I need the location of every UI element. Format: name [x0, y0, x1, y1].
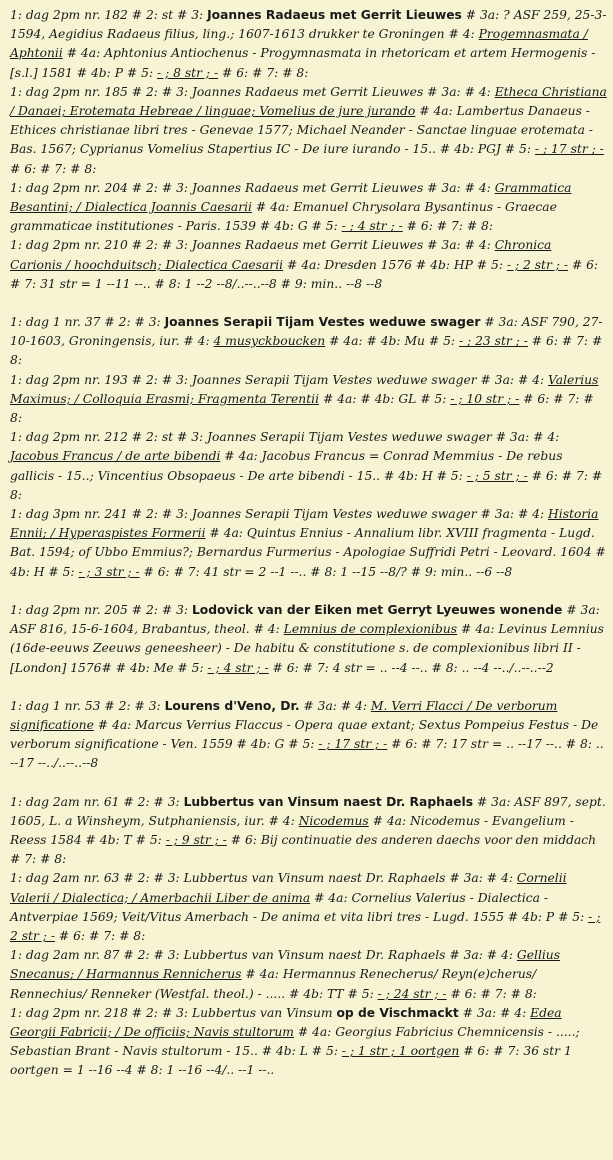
entry-text: # 4a: Nicodemus - Evangelium - Reess 1584 # 4b: T # 5: [10, 813, 574, 847]
entry-text: # 4a: Jacobus Francus = Conrad Memmius - De rebus gallicis - 15..; Vincentius Obsopaeus - De arte bibendi - 15.. # 4b: H # 5: [10, 449, 563, 483]
entry-group [10, 697, 607, 774]
book-title: - ; 2 str ; - [10, 909, 601, 943]
entry-text: # 6: # 7: 36 str 1 oortgen = 1 --16 --4 # 8: 1 --16 --4/.. --1 --.. [10, 1044, 572, 1078]
entry-text: 1: dag 2pm nr. 212 # 2: st # 3: Joannes Serapii Tijam Vestes weduwe swager # 3a: # 4: [10, 430, 560, 445]
entry-text: # 4a: Levinus Lemnius (16de-eeuws Zeeuws geneesheer) - De habitu & constitutione s. de complexionibus libri II - [London] 1576# # 4b: Me # 5: [10, 622, 604, 675]
book-title: Valerius Maximus; / Colloquia Erasmi; Fragmenta Terentii [10, 372, 599, 406]
entry-text: # 6: # 7: # 8: [54, 928, 146, 943]
owner-name: Joannes Serapii Tijam Vestes weduwe swager [164, 315, 481, 330]
book-title: Historia Ennii; / Hyperaspistes Formerii [10, 507, 599, 541]
entry-text: # 4a: Hermannus Renecherus/ Reyn(e)cherus/ Rennechius/ Renneker (Westfal. theol.) - ..... # 4b: TT # 5: [10, 967, 537, 1001]
book-title: - ; 17 str ; - [318, 737, 388, 752]
catalog-entry [10, 236, 607, 294]
entry-text: # 6: # 7: # 8: [10, 161, 97, 176]
entry-text: # 6: # 7: 4 str = .. --4 --.. # 8: .. --4 --../..--..--2 [268, 660, 554, 675]
owner-name: Joannes Radaeus met Gerrit Lieuwes [207, 8, 462, 22]
book-title: Etheca Christiana / Danaei; Erotemata Hebreae / linguae; Vomelius de jure jurando [10, 84, 607, 119]
entry-text: # 4a: Marcus Verrius Flaccus - Opera quae extant; Sextus Pompeius Festus - De verborum significatione - Ven. 1559 # 4b: G # 5: [10, 717, 599, 752]
entry-text: # 4a: # 4b: Mu # 5: [325, 334, 459, 349]
book-title: M. Verri Flacci / De verborum significatione [10, 698, 558, 732]
entry-text: # 6: # 7: # 8: [402, 219, 494, 234]
entry-text: 1: dag 2am nr. 61 # 2: # 3: [10, 794, 184, 809]
book-title: - ; 24 str ; - [377, 986, 447, 1001]
catalog-entry [10, 697, 607, 774]
book-title: 4 musyckboucken [213, 334, 326, 349]
book-title: - ; 23 str ; - [458, 334, 528, 349]
entry-text: # 6: # 7: 31 str = 1 --11 --.. # 8: 1 --2 --8/..--..--8 # 9: min.. --8 --8 [10, 257, 599, 291]
catalog-entry [10, 505, 607, 582]
owner-name: Lodovick van der Eiken met Gerryt Lyeuwes wonende [191, 602, 563, 617]
entry-text: 1: dag 1 nr. 53 # 2: # 3: [10, 698, 165, 713]
entry-text: # 6: # 7: # 8: [10, 468, 603, 502]
entry-text: 1: dag 1 nr. 37 # 2: # 3: [10, 315, 165, 330]
entry-text: # 4a: # 4b: GL # 5: [319, 391, 451, 406]
entry-text: 1: dag 2pm nr. 205 # 2: # 3: [10, 602, 192, 617]
entry-text: # 4a: Dresden 1576 # 4b: HP # 5: [283, 257, 507, 272]
entry-text: # 6: # 7: # 8: [446, 986, 537, 1001]
entry-group [10, 6, 607, 294]
catalog-entry [10, 601, 607, 678]
entry-text: 1: dag 2am nr. 87 # 2: # 3: Lubbertus van Vinsum naest Dr. Raphaels # 3a: # 4: [10, 948, 517, 963]
entry-text: 1: dag 2pm nr. 193 # 2: # 3: Joannes Serapii Tijam Vestes weduwe swager # 3a: # 4: [10, 372, 549, 387]
catalog-entry [10, 371, 607, 429]
book-title: Chronica Carionis / hoochduitsch; Dialectica Caesarii [10, 238, 552, 272]
catalog-entry [10, 179, 607, 237]
catalog-entry [10, 83, 607, 179]
entry-text: # 3a: ASF 816, 15-6-1604, Brabantus, theol. # 4: [10, 602, 600, 637]
owner-name: Lourens d'Veno, Dr. [164, 698, 300, 713]
book-title: - ; 17 str ; - [534, 142, 604, 157]
entry-group [10, 793, 607, 1081]
entry-text: # 4a: Emanuel Chrysolara Bysantinus - Graecae grammaticae institutiones - Paris. 1539 # 4b: G # 5: [10, 200, 557, 234]
entry-text: # 4a: Cornelius Valerius - Dialectica - Antverpiae 1569; Veit/Vitus Amerbach - De anima et vita libri tres - Lugd. 1555 # 4b: P # 5: [10, 890, 589, 924]
book-title: - ; 9 str ; - [165, 832, 227, 847]
catalog-entry [10, 869, 607, 946]
entry-text: # 4a: Lambertus Danaeus - Ethices christianae libri tres - Genevae 1577; Michael Neander - Sanctae linguae erotemata - Bas. 1567; Cyprianus Vomelius Stapertius IC - De iure iurando - 15.. # 4b: PGJ # 5: [10, 104, 593, 157]
entry-text: # 3a: # 4: [458, 1005, 531, 1020]
entry-group [10, 313, 607, 582]
catalog-entry [10, 793, 607, 870]
catalog-entry [10, 1004, 607, 1081]
entry-text: # 6: Bij continuatie des anderen daechs voor den middach # 7: # 8: [10, 832, 597, 867]
entry-text: 1: dag 2pm nr. 210 # 2: # 3: Joannes Radaeus met Gerrit Lieuwes # 3a: # 4: [10, 238, 495, 253]
entry-text: # 3a: ASF 897, sept. 1605, L. a Winsheym, Sutphaniensis, iur. # 4: [10, 794, 606, 828]
owner-name: op de Vischmackt [336, 1005, 459, 1020]
book-title: Edea Georgii Fabricii; / De officiis; Navis stultorum [10, 1005, 562, 1039]
catalog-entry [10, 313, 607, 371]
book-title: - ; 4 str ; - [207, 660, 269, 675]
entry-text: # 3a: # 4: [299, 698, 371, 713]
catalog-entry [10, 428, 607, 505]
entry-text: # 6: # 7: 17 str = .. --17 --.. # 8: .. --17 --../..--..--8 [10, 737, 604, 771]
book-title: - ; 2 str ; - [506, 257, 568, 272]
entry-text: # 4a: Aphtonius Antiochenus - Progymnasmata in rhetoricam et artem Hermogenis - [s.l.] 1581 # 4b: P # 5: [10, 46, 596, 80]
book-title: Jacobus Francus / de arte bibendi [10, 449, 221, 464]
book-title: Grammatica Besantini; / Dialectica Joannis Caesarii [10, 180, 572, 215]
book-title: - ; 5 str ; - [466, 468, 528, 483]
book-title: Gellius Snecanus; / Harmannus Rennicherus [10, 948, 561, 982]
book-title: - ; 8 str ; - [157, 65, 219, 80]
catalog-entry [10, 946, 607, 1004]
book-title: - ; 3 str ; - [78, 564, 140, 579]
entry-text: # 6: # 7: # 8: [10, 334, 603, 368]
book-title: Cornelii Valerii / Dialectica; / Amerbachii Liber de anima [10, 871, 567, 905]
entry-text: # 3a: ASF 790, 27-10-1603, Groningensis, iur. # 4: [10, 315, 603, 349]
entry-text: # 6: # 7: # 8: [218, 65, 309, 80]
book-title: - ; 4 str ; - [341, 219, 403, 234]
entry-text: # 6: # 7: 41 str = 2 --1 --.. # 8: 1 --15 --8/? # 9: min.. --6 --8 [139, 564, 513, 579]
entry-text: 1: dag 2pm nr. 218 # 2: # 3: Lubbertus van Vinsum [10, 1005, 337, 1020]
entry-text: # 6: # 7: # 8: [10, 391, 594, 426]
entry-text: 1: dag 3pm nr. 241 # 2: # 3: Joannes Serapii Tijam Vestes weduwe swager # 3a: # 4: [10, 507, 549, 522]
entry-text: 1: dag 2pm nr. 182 # 2: st # 3: [10, 8, 208, 22]
entry-text: 1: dag 2pm nr. 185 # 2: # 3: Joannes Radaeus met Gerrit Lieuwes # 3a: # 4: [10, 84, 495, 99]
owner-name: Lubbertus van Vinsum naest Dr. Raphaels [183, 794, 474, 809]
book-title: Lemnius de complexionibus [283, 622, 458, 637]
entry-text: # 4a: Georgius Fabricius Chemnicensis - .....; Sebastian Brant - Navis stultorum - 15.. # 4b: L # 5: [10, 1024, 580, 1059]
book-title: - ; 1 str ; 1 oortgen [341, 1044, 460, 1059]
entry-text: 1: dag 2am nr. 63 # 2: # 3: Lubbertus van Vinsum naest Dr. Raphaels # 3a: # 4: [10, 871, 517, 886]
book-title: - ; 10 str ; - [450, 391, 520, 406]
catalog-entry [10, 6, 607, 83]
entry-text: 1: dag 2pm nr. 204 # 2: # 3: Joannes Radaeus met Gerrit Lieuwes # 3a: # 4: [10, 180, 495, 195]
entry-text: # 4a: Quintus Ennius - Annalium libr. XVIII fragmenta - Lugd. Bat. 1594; of Ubbo Emmius?; Bernardus Furmerius - Apologiae Suffridi Petri - Leovard. 1604 # 4b: H # 5: [10, 526, 606, 579]
book-title: Nicodemus [298, 813, 369, 828]
book-title: Progemnasmata / Aphtonii [10, 27, 588, 61]
entry-text: # 3a: ? ASF 259, 25-3-1594, Aegidius Radaeus filius, ling.; 1607-1613 drukker te Groningen # 4: [10, 8, 607, 42]
entry-group [10, 601, 607, 678]
